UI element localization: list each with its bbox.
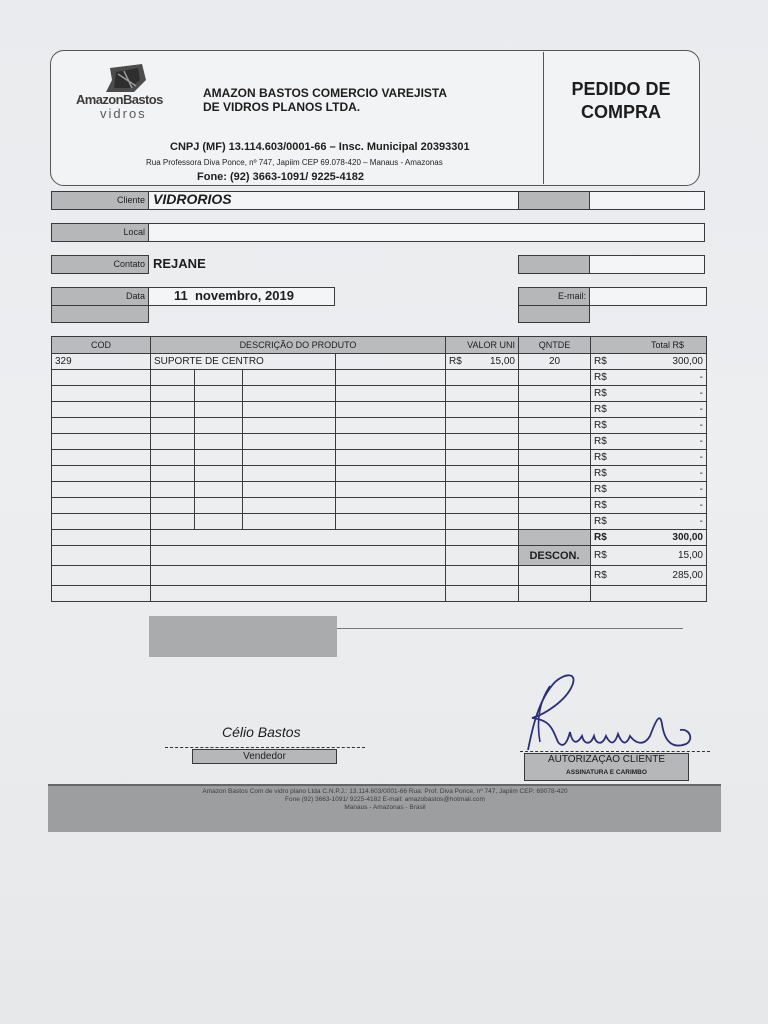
cell-total[interactable]: [591, 386, 707, 402]
cell-empty: [336, 450, 446, 466]
table-row: [52, 450, 707, 466]
table-row: [52, 466, 707, 482]
cell-cod[interactable]: [52, 450, 151, 466]
cell-descricao[interactable]: [151, 418, 195, 434]
currency-label: R$: [594, 420, 607, 431]
table-row: [52, 498, 707, 514]
currency-label: R$: [594, 452, 607, 463]
logo-sub-text: vidros: [100, 106, 147, 121]
discount-value: 15,00: [677, 550, 703, 561]
cell-valor[interactable]: [446, 434, 519, 450]
currency-label: R$: [594, 356, 607, 367]
grand-total-value: 285,00: [672, 570, 703, 581]
document-title-line1: PEDIDO DE: [571, 79, 671, 99]
cell-descricao[interactable]: [243, 466, 336, 482]
cell-qntde[interactable]: [519, 402, 591, 418]
subtotal-row: [52, 530, 707, 546]
cell-cod[interactable]: [52, 466, 151, 482]
cell-valor[interactable]: [446, 450, 519, 466]
currency-label: R$: [594, 436, 607, 447]
cell-qntde[interactable]: [519, 482, 591, 498]
cell-descricao[interactable]: [151, 450, 195, 466]
cell-qntde[interactable]: [519, 434, 591, 450]
client-sign-line: [520, 751, 710, 752]
total-dash: -: [699, 372, 703, 383]
cell-descricao[interactable]: [243, 402, 336, 418]
company-name: [203, 86, 503, 114]
cell-descricao[interactable]: [195, 434, 243, 450]
cell-descricao[interactable]: [195, 482, 243, 498]
data-sub-cell: [51, 306, 149, 323]
footer-text: [60, 788, 710, 812]
blank-row: [52, 586, 707, 602]
col-header-total: Total R$: [591, 337, 707, 354]
seller-label: Vendedor: [192, 749, 337, 764]
footer-line3: Manaus - Amazonas - Brasil: [344, 804, 426, 811]
total-dash: -: [699, 500, 703, 511]
cell-descricao[interactable]: [243, 386, 336, 402]
footer-line1: Amazon Bastos Com de vidro plano Ltda C.N.P.J.: 13.114.603/0001-66 Rua: Prof. Diva Ponce, nº 747, Japiim CEP: 69078-420: [202, 788, 568, 795]
cell-cod[interactable]: [52, 434, 151, 450]
cell-total[interactable]: [591, 370, 707, 386]
cell-total[interactable]: [591, 354, 707, 370]
cell-valor[interactable]: [446, 498, 519, 514]
total-dash: -: [699, 436, 703, 447]
col-header-valor: VALOR UNI: [446, 337, 519, 354]
cliente-row: [51, 191, 705, 210]
header-divider: [543, 52, 544, 184]
cell-total[interactable]: [591, 418, 707, 434]
cell-cod[interactable]: 329: [52, 354, 151, 370]
cell-empty: [336, 434, 446, 450]
company-name-line2: DE VIDROS PLANOS LTDA.: [203, 100, 361, 114]
currency-label: R$: [594, 550, 607, 561]
notes-line: [337, 628, 683, 629]
cell-total[interactable]: [591, 402, 707, 418]
currency-label: R$: [594, 484, 607, 495]
seller-sign-line: [165, 747, 365, 748]
footer-line2: Fone (92) 3663-1091/ 9225-4182 E-mail: amazobastos@hotmail.com: [285, 796, 485, 803]
cell-empty: [336, 386, 446, 402]
cliente-value[interactable]: VIDRORIOS: [153, 191, 232, 207]
cliente-label: Cliente: [116, 195, 145, 205]
cell-descricao[interactable]: [243, 482, 336, 498]
cliente-extra-label-cell: [518, 191, 590, 210]
items-table: [51, 336, 707, 602]
table-row: [52, 354, 707, 370]
cell-qntde[interactable]: [519, 418, 591, 434]
discount-label: DESCON.: [519, 546, 591, 566]
contato-value[interactable]: REJANE: [153, 256, 206, 271]
cell-total[interactable]: [591, 466, 707, 482]
cell-empty: [336, 498, 446, 514]
col-header-qntde: QNTDE: [519, 337, 591, 354]
cell-qntde[interactable]: 20: [519, 354, 591, 370]
cell-valor[interactable]: [446, 402, 519, 418]
currency-label: R$: [594, 372, 607, 383]
cell-qntde[interactable]: [519, 450, 591, 466]
logo-brand-text: AmazonBastos: [76, 92, 163, 107]
cell-valor[interactable]: [446, 354, 519, 370]
cell-qntde[interactable]: [519, 498, 591, 514]
notes-box: [149, 616, 337, 657]
local-row: [51, 223, 705, 242]
table-body: [52, 354, 707, 530]
table-row: [52, 418, 707, 434]
cell-descricao[interactable]: [243, 514, 336, 530]
cell-cod[interactable]: [52, 514, 151, 530]
cell-empty: [336, 466, 446, 482]
company-address: Rua Professora Diva Ponce, nº 747, Japiim CEP 69.078-420 – Manaus - Amazonas: [146, 158, 443, 167]
document-title: [546, 78, 696, 124]
cell-valor[interactable]: [446, 386, 519, 402]
cell-descricao[interactable]: [195, 498, 243, 514]
cell-empty: [336, 514, 446, 530]
cell-descricao[interactable]: [243, 498, 336, 514]
table-row: [52, 434, 707, 450]
data-value[interactable]: 11 novembro, 2019: [174, 288, 294, 303]
cell-valor[interactable]: [446, 482, 519, 498]
cell-descricao[interactable]: [195, 370, 243, 386]
table-row: [52, 402, 707, 418]
cell-qntde[interactable]: [519, 386, 591, 402]
discount-row: [52, 546, 707, 566]
cell-descricao[interactable]: [195, 466, 243, 482]
cell-total[interactable]: [591, 514, 707, 530]
total-dash: -: [699, 404, 703, 415]
cell-descricao[interactable]: [195, 450, 243, 466]
client-sublabel: ASSINATURA E CARIMBO: [566, 769, 647, 776]
total-dash: -: [699, 388, 703, 399]
currency-label: R$: [594, 532, 607, 543]
currency-label: R$: [594, 404, 607, 415]
cell-descricao[interactable]: SUPORTE DE CENTRO: [151, 354, 336, 370]
cell-valor[interactable]: [446, 418, 519, 434]
cell-cod[interactable]: [52, 402, 151, 418]
cell-descricao[interactable]: [151, 370, 195, 386]
cell-descricao[interactable]: [195, 402, 243, 418]
cell-descricao[interactable]: [243, 370, 336, 386]
cell-total[interactable]: [591, 434, 707, 450]
subtotal-cell: [591, 530, 707, 546]
cell-valor[interactable]: [446, 370, 519, 386]
cell-valor[interactable]: [446, 514, 519, 530]
local-label: Local: [123, 227, 145, 237]
cell-qntde[interactable]: [519, 514, 591, 530]
currency-label: R$: [594, 468, 607, 479]
seller-name: Célio Bastos: [222, 724, 301, 740]
table-row: [52, 482, 707, 498]
total-dash: -: [699, 420, 703, 431]
table-row: [52, 370, 707, 386]
table-row: [52, 514, 707, 530]
discount-cell: [591, 546, 707, 566]
company-logo: [72, 62, 182, 122]
cell-total[interactable]: [591, 498, 707, 514]
cell-cod[interactable]: [52, 418, 151, 434]
contato-label: Contato: [113, 259, 145, 269]
grand-total-cell: [591, 566, 707, 586]
table-summary: [52, 530, 707, 602]
client-signature-icon: [510, 670, 710, 755]
document-title-line2: COMPRA: [581, 102, 661, 122]
cell-cod[interactable]: [52, 386, 151, 402]
col-header-descricao: DESCRIÇÃO DO PRODUTO: [151, 337, 446, 354]
total-dash: -: [699, 452, 703, 463]
currency-label: R$: [594, 516, 607, 527]
cell-cod[interactable]: [52, 482, 151, 498]
cell-qntde[interactable]: [519, 370, 591, 386]
cell-descricao[interactable]: [243, 434, 336, 450]
cell-descricao[interactable]: [195, 514, 243, 530]
currency-label: R$: [449, 356, 462, 367]
company-cnpj: CNPJ (MF) 13.114.603/0001-66 – Insc. Municipal 20393301: [170, 141, 470, 153]
valor-value: 15,00: [489, 356, 515, 367]
cell-empty: [336, 370, 446, 386]
cell-total[interactable]: [591, 450, 707, 466]
total-value: 300,00: [672, 356, 703, 367]
cell-descricao[interactable]: [151, 466, 195, 482]
cell-descricao[interactable]: [195, 418, 243, 434]
cell-empty: [336, 354, 446, 370]
cell-total[interactable]: [591, 482, 707, 498]
cell-cod[interactable]: [52, 370, 151, 386]
cell-descricao[interactable]: [151, 482, 195, 498]
cell-descricao[interactable]: [151, 402, 195, 418]
contato-extra-label-cell: [518, 255, 590, 274]
subtotal-value: 300,00: [672, 532, 703, 543]
company-phone: Fone: (92) 3663-1091/ 9225-4182: [197, 171, 364, 183]
cell-cod[interactable]: [52, 498, 151, 514]
email-label: E-mail:: [557, 291, 586, 301]
total-dash: -: [699, 468, 703, 479]
total-dash: -: [699, 516, 703, 527]
cell-descricao[interactable]: [243, 418, 336, 434]
cell-qntde[interactable]: [519, 466, 591, 482]
cell-descricao[interactable]: [195, 386, 243, 402]
cell-descricao[interactable]: [151, 434, 195, 450]
cell-descricao[interactable]: [243, 450, 336, 466]
total-dash: -: [699, 484, 703, 495]
cell-valor[interactable]: [446, 466, 519, 482]
data-label: Data: [125, 291, 145, 301]
cell-descricao[interactable]: [151, 498, 195, 514]
table-row: [52, 386, 707, 402]
cell-empty: [336, 402, 446, 418]
email-sub-cell: [518, 306, 590, 323]
currency-label: R$: [594, 500, 607, 511]
currency-label: R$: [594, 388, 607, 399]
cell-descricao[interactable]: [151, 514, 195, 530]
currency-label: R$: [594, 570, 607, 581]
table-header-row: [52, 337, 707, 354]
cell-descricao[interactable]: [151, 386, 195, 402]
client-label: AUTORIZAÇÃO CLIENTE: [547, 754, 666, 765]
col-header-cod: COD: [52, 337, 151, 354]
cell-empty: [336, 418, 446, 434]
company-name-line1: AMAZON BASTOS COMERCIO VAREJISTA: [203, 86, 448, 100]
grand-total-row: [52, 566, 707, 586]
cell-empty: [336, 482, 446, 498]
